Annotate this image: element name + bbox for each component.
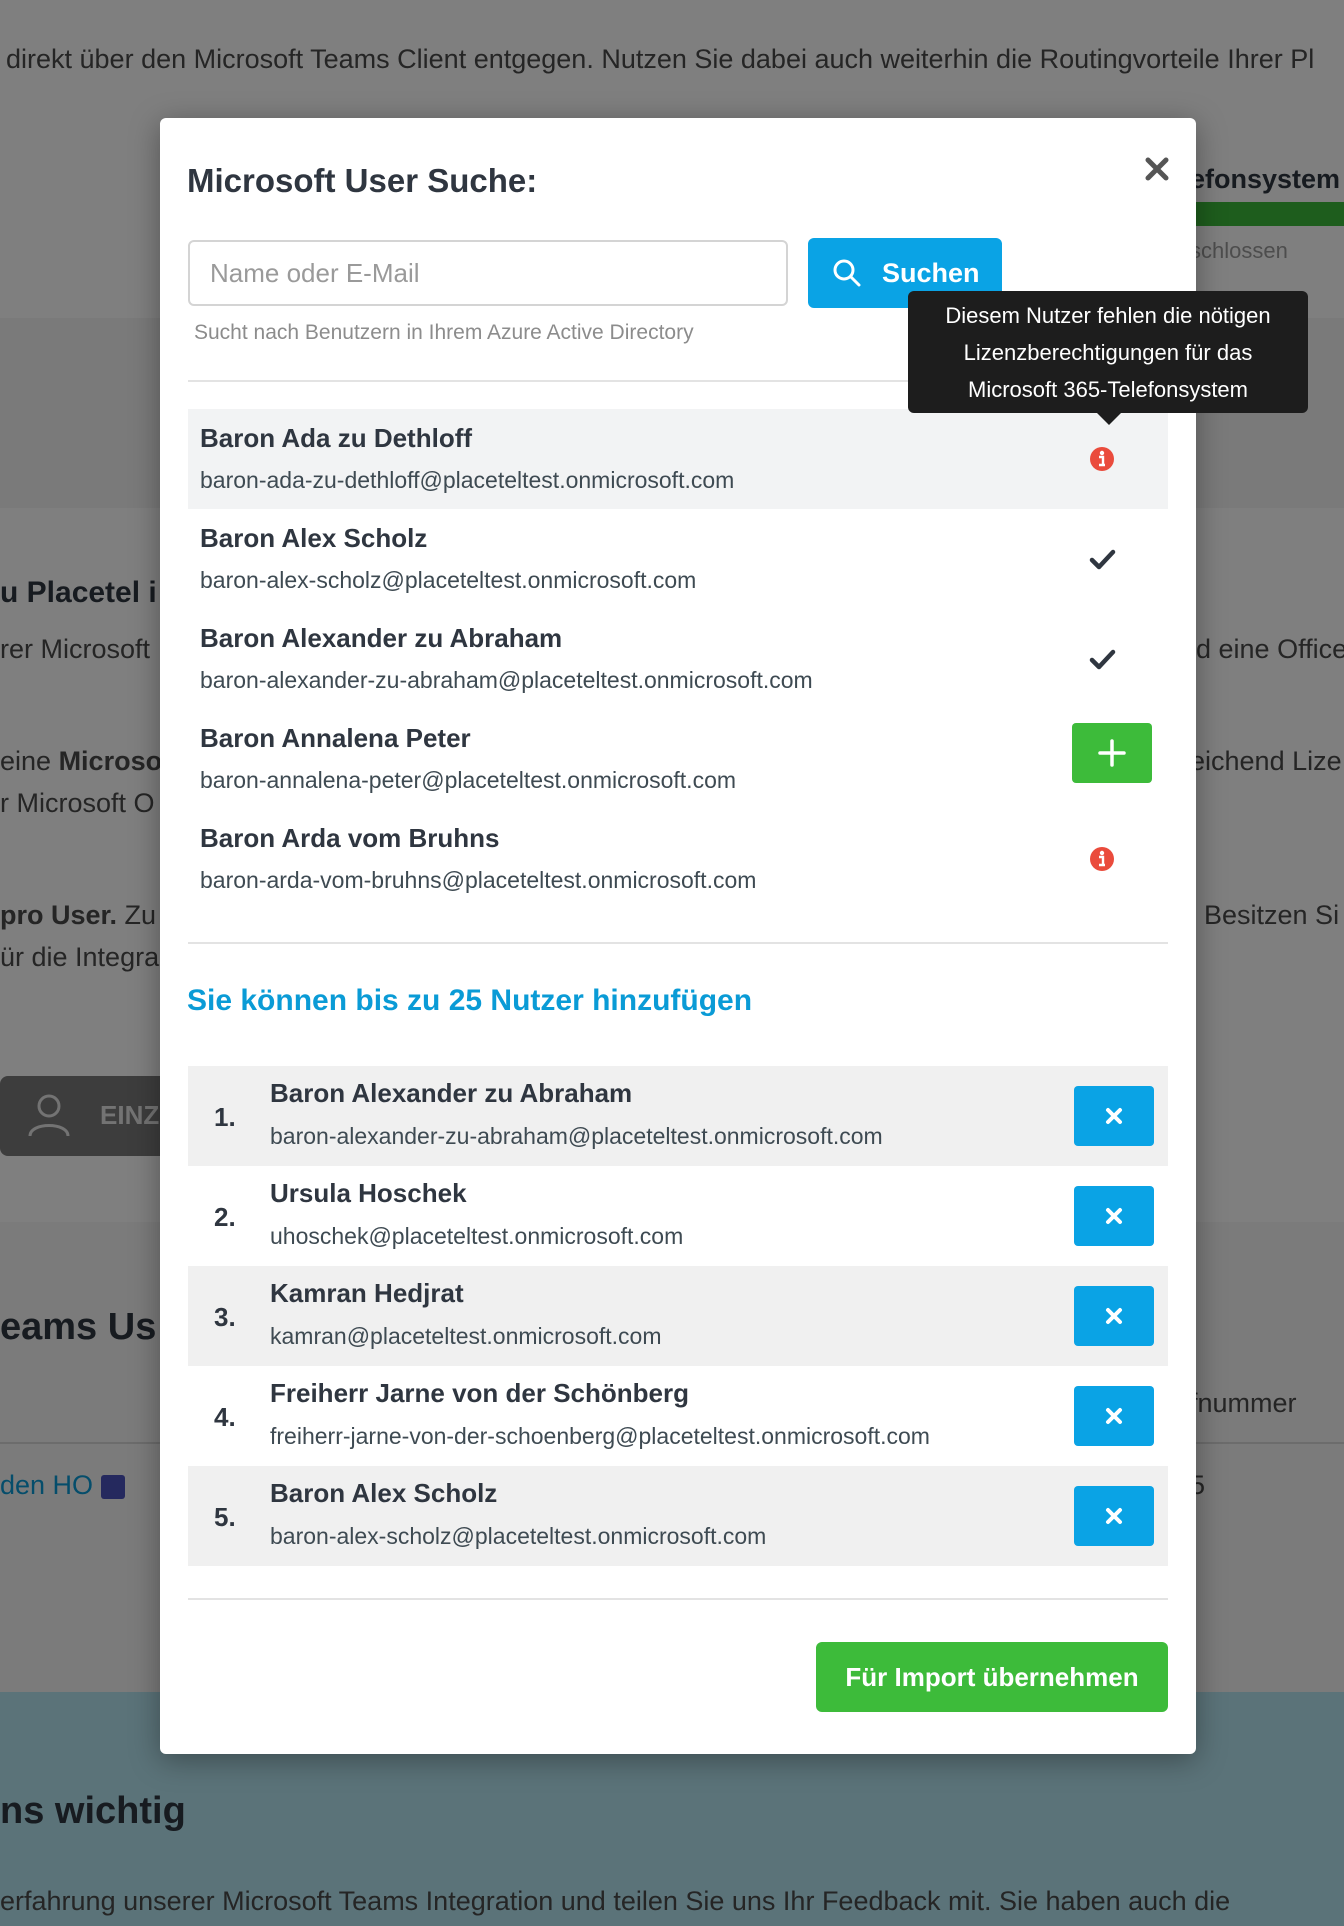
row-number: 3. — [214, 1302, 236, 1332]
info-icon[interactable] — [1088, 845, 1116, 873]
selected-user-name: Freiherr Jarne von der Schönberg — [270, 1378, 690, 1408]
plus-icon — [1072, 723, 1152, 783]
selected-user-name: Baron Alexander zu Abraham — [270, 1078, 633, 1108]
remove-user-button[interactable] — [1074, 1386, 1154, 1446]
selected-user-email: baron-alex-scholz@placeteltest.onmicrosoft.com — [270, 1523, 767, 1549]
selected-user-name: Baron Alex Scholz — [270, 1478, 498, 1508]
modal-title: Microsoft User Suche: — [187, 162, 538, 199]
selected-user-email: uhoschek@placeteltest.onmicrosoft.com — [270, 1223, 684, 1249]
selected-user-row — [188, 1266, 1168, 1366]
tooltip-arrow — [1096, 412, 1122, 425]
result-name: Baron Alexander zu Abraham — [200, 623, 563, 653]
result-name: Baron Annalena Peter — [200, 723, 471, 753]
selected-user-row — [188, 1066, 1168, 1166]
selected-user-name: Kamran Hedjrat — [270, 1278, 464, 1308]
result-item[interactable] — [188, 709, 1168, 809]
selected-user-email: kamran@placeteltest.onmicrosoft.com — [270, 1323, 662, 1349]
close-icon — [1074, 1286, 1154, 1346]
result-name: Baron Ada zu Dethloff — [200, 423, 473, 453]
row-number: 5. — [214, 1502, 236, 1532]
remove-user-button[interactable] — [1074, 1186, 1154, 1246]
row-number: 2. — [214, 1202, 236, 1232]
close-icon — [1074, 1386, 1154, 1446]
result-item[interactable] — [188, 809, 1168, 909]
selected-user-row — [188, 1166, 1168, 1266]
selected-user-row — [188, 1366, 1168, 1466]
divider — [188, 942, 1168, 944]
close-icon — [1074, 1086, 1154, 1146]
selected-user-row — [188, 1466, 1168, 1566]
result-email: baron-arda-vom-bruhns@placeteltest.onmicrosoft.com — [200, 867, 757, 893]
info-icon[interactable] — [1088, 445, 1116, 473]
row-number: 1. — [214, 1102, 236, 1132]
result-name: Baron Alex Scholz — [200, 523, 428, 553]
result-item[interactable] — [188, 609, 1168, 709]
result-email: baron-alexander-zu-abraham@placeteltest.onmicrosoft.com — [200, 667, 813, 693]
close-icon — [1074, 1486, 1154, 1546]
search-hint: Sucht nach Benutzern in Ihrem Azure Active Directory — [194, 321, 694, 344]
row-number: 4. — [214, 1402, 236, 1432]
license-tooltip — [908, 291, 1308, 413]
remove-user-button[interactable] — [1074, 1486, 1154, 1546]
search-icon — [832, 258, 862, 288]
selected-user-name: Ursula Hoschek — [270, 1178, 467, 1208]
search-button-label: Suchen — [882, 257, 980, 288]
search-input[interactable] — [188, 240, 788, 306]
tooltip-line: Lizenzberechtigungen für das — [963, 340, 1253, 365]
result-name: Baron Arda vom Bruhns — [200, 823, 500, 853]
selected-user-email: baron-alexander-zu-abraham@placeteltest.onmicrosoft.com — [270, 1123, 883, 1149]
result-item[interactable] — [188, 509, 1168, 609]
result-email: baron-ada-zu-dethloff@placeteltest.onmicrosoft.com — [200, 467, 735, 493]
remove-user-button[interactable] — [1074, 1086, 1154, 1146]
selected-user-email: freiherr-jarne-von-der-schoenberg@placeteltest.onmicrosoft.com — [270, 1423, 930, 1449]
tooltip-line: Diesem Nutzer fehlen die nötigen — [945, 303, 1271, 328]
remove-user-button[interactable] — [1074, 1286, 1154, 1346]
divider — [188, 1598, 1168, 1600]
check-icon — [1088, 545, 1116, 573]
close-icon[interactable] — [1140, 152, 1174, 186]
check-icon — [1088, 645, 1116, 673]
close-icon — [1074, 1186, 1154, 1246]
add-user-button[interactable] — [1072, 723, 1152, 783]
import-button[interactable]: Für Import übernehmen — [816, 1642, 1168, 1712]
result-email: baron-alex-scholz@placeteltest.onmicrosoft.com — [200, 567, 697, 593]
tooltip-line: Microsoft 365-Telefonsystem — [968, 377, 1248, 402]
user-limit-text: Sie können bis zu 25 Nutzer hinzufügen — [187, 984, 753, 1017]
result-item[interactable] — [188, 409, 1168, 509]
result-email: baron-annalena-peter@placeteltest.onmicrosoft.com — [200, 767, 737, 793]
